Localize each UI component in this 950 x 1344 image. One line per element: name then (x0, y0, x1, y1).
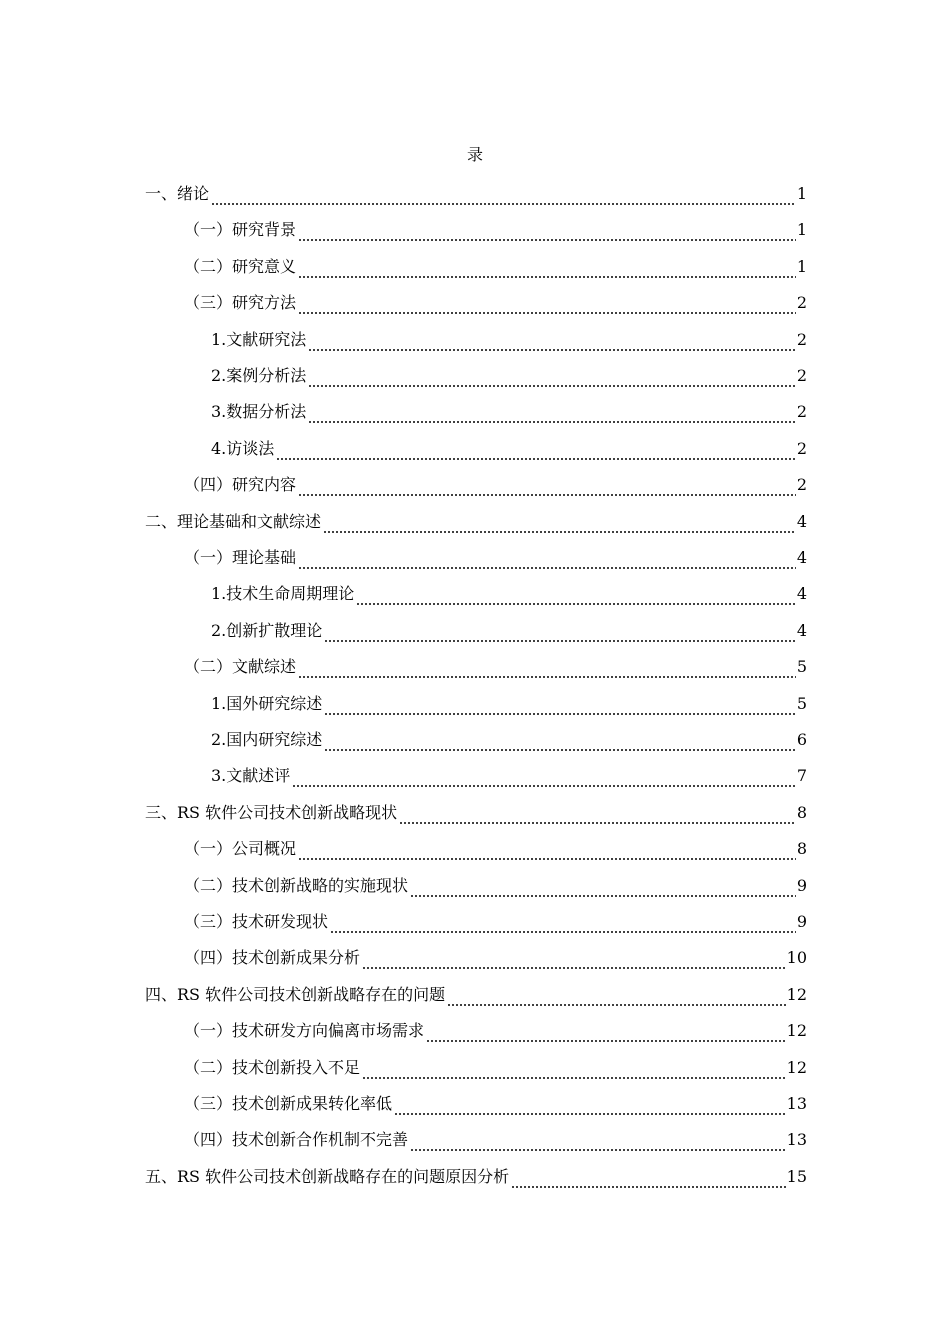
toc-entry-page: 7 (796, 766, 807, 786)
toc-entry-page: 13 (786, 1094, 807, 1113)
toc-entry[interactable] (0, 400, 950, 424)
toc-entry-page: 8 (796, 839, 807, 859)
toc-entry[interactable] (0, 874, 950, 898)
toc-entry[interactable] (0, 510, 950, 534)
toc-entry[interactable] (0, 801, 950, 825)
toc-entry-title: 4.访谈法 (211, 438, 275, 458)
toc-entry-page: 1 (796, 256, 807, 276)
toc-entry-page: 5 (796, 657, 807, 677)
toc-entry[interactable] (0, 1056, 950, 1080)
toc-entry-title: 3.文献述评 (211, 766, 291, 786)
toc-entry-page: 2 (796, 475, 807, 495)
toc-entry-title: （二）技术创新投入不足 (184, 1057, 361, 1077)
toc-entry-page: 2 (796, 329, 807, 349)
dot-leader (308, 335, 796, 352)
toc-entry[interactable] (0, 983, 950, 1007)
toc-entry-page: 2 (796, 438, 807, 458)
dot-leader (298, 480, 796, 497)
toc-entry-title: 五、RS 软件公司技术创新战略存在的问题原因分析 (145, 1166, 510, 1186)
dot-leader (394, 1099, 786, 1116)
toc-entry-page: 12 (786, 1021, 807, 1041)
dot-leader (298, 662, 796, 679)
toc-entry[interactable] (0, 473, 950, 497)
toc-entry-page: 4 (796, 620, 807, 640)
toc-entry[interactable] (0, 1092, 950, 1116)
toc-entry[interactable] (0, 218, 950, 242)
toc-entry-title: 2.案例分析法 (211, 366, 307, 385)
toc-entry-title: （一）研究背景 (184, 220, 297, 240)
toc-entry[interactable] (0, 1128, 950, 1152)
toc-entry-title: （一）公司概况 (184, 839, 297, 859)
toc-entry[interactable] (0, 946, 950, 970)
toc-entry-title: （二）文献综述 (184, 657, 297, 677)
dot-leader (211, 189, 796, 206)
dot-leader (362, 953, 786, 970)
dot-leader (511, 1172, 786, 1189)
toc-entry-page: 1 (796, 184, 807, 203)
dot-leader (308, 371, 796, 388)
toc-entry[interactable] (0, 1165, 950, 1189)
toc-entry-page: 12 (786, 984, 807, 1004)
toc-entry-title: 一、绪论 (145, 184, 210, 203)
toc-entry[interactable] (0, 837, 950, 861)
toc-entry-page: 9 (796, 912, 807, 931)
toc-entry-title: 三、RS 软件公司技术创新战略现状 (145, 802, 398, 822)
toc-entry-title: 1.国外研究综述 (211, 693, 323, 713)
toc-entry[interactable] (0, 764, 950, 788)
dot-leader (356, 589, 796, 606)
toc-entry[interactable] (0, 182, 950, 206)
dot-leader (447, 990, 786, 1007)
toc-entry-title: 1.文献研究法 (211, 329, 307, 349)
toc-entry-page: 2 (796, 366, 807, 385)
toc-entry-page: 8 (796, 802, 807, 822)
toc-entry-title: （四）技术创新成果分析 (184, 948, 361, 968)
toc-entry[interactable] (0, 692, 950, 716)
dot-leader (308, 407, 796, 424)
toc-heading: 录 (466, 145, 483, 164)
toc-entry-page: 2 (796, 402, 807, 422)
toc-entry-page: 5 (796, 693, 807, 713)
toc-entry[interactable] (0, 1019, 950, 1043)
dot-leader (298, 298, 796, 315)
toc-entry[interactable] (0, 546, 950, 570)
toc-entry-page: 2 (796, 293, 807, 313)
toc-entry-page: 4 (796, 584, 807, 604)
toc-entry-title: （三）研究方法 (184, 293, 297, 313)
dot-leader (426, 1026, 786, 1043)
toc-entry-page: 13 (786, 1130, 807, 1150)
dot-leader (298, 262, 796, 279)
toc-entry[interactable] (0, 619, 950, 643)
dot-leader (324, 626, 796, 643)
toc-entry-title: 2.创新扩散理论 (211, 620, 323, 640)
dot-leader (292, 771, 796, 788)
toc-entry[interactable] (0, 910, 950, 934)
dot-leader (410, 1135, 786, 1152)
toc-entry-title: 四、RS 软件公司技术创新战略存在的问题 (145, 984, 446, 1004)
dot-leader (298, 225, 796, 242)
toc-entry[interactable] (0, 255, 950, 279)
toc-entry-title: 3.数据分析法 (211, 402, 307, 422)
toc-entry-title: （二）技术创新战略的实施现状 (184, 875, 409, 895)
toc-entry-page: 4 (796, 548, 807, 567)
toc-entry-title: （一）理论基础 (184, 548, 297, 567)
toc-entry-title: （四）技术创新合作机制不完善 (184, 1130, 409, 1150)
toc-entry-title: （一）技术研发方向偏离市场需求 (184, 1021, 425, 1041)
dot-leader (323, 517, 796, 534)
dot-leader (324, 699, 796, 716)
toc-entry-page: 4 (796, 511, 807, 531)
toc-entry[interactable] (0, 728, 950, 752)
toc-entry-page: 6 (796, 730, 807, 749)
toc-entry-title: （二）研究意义 (184, 256, 297, 276)
dot-leader (410, 881, 796, 898)
dot-leader (330, 917, 796, 934)
toc-entry[interactable] (0, 328, 950, 352)
toc-entry-page: 9 (796, 875, 807, 895)
toc-entry-title: 1.技术生命周期理论 (211, 584, 355, 604)
toc-entry[interactable] (0, 437, 950, 461)
toc-entry[interactable] (0, 364, 950, 388)
dot-leader (399, 808, 796, 825)
toc-entry[interactable] (0, 655, 950, 679)
dot-leader (324, 735, 796, 752)
toc-entry-title: （三）技术创新成果转化率低 (184, 1094, 393, 1113)
toc-entry-title: 二、理论基础和文献综述 (145, 511, 322, 531)
toc-entry-page: 12 (786, 1057, 807, 1077)
toc-entry-page: 10 (786, 948, 807, 968)
toc-entry-page: 15 (786, 1166, 807, 1186)
toc-entry[interactable] (0, 582, 950, 606)
dot-leader (276, 444, 796, 461)
toc-entry-title: 2.国内研究综述 (211, 730, 323, 749)
toc-entry-title: （三）技术研发现状 (184, 912, 329, 931)
dot-leader (362, 1063, 786, 1080)
dot-leader (298, 844, 796, 861)
toc-entry-page: 1 (796, 220, 807, 240)
toc-entry-title: （四）研究内容 (184, 475, 297, 495)
dot-leader (298, 553, 796, 570)
toc-entry[interactable] (0, 291, 950, 315)
